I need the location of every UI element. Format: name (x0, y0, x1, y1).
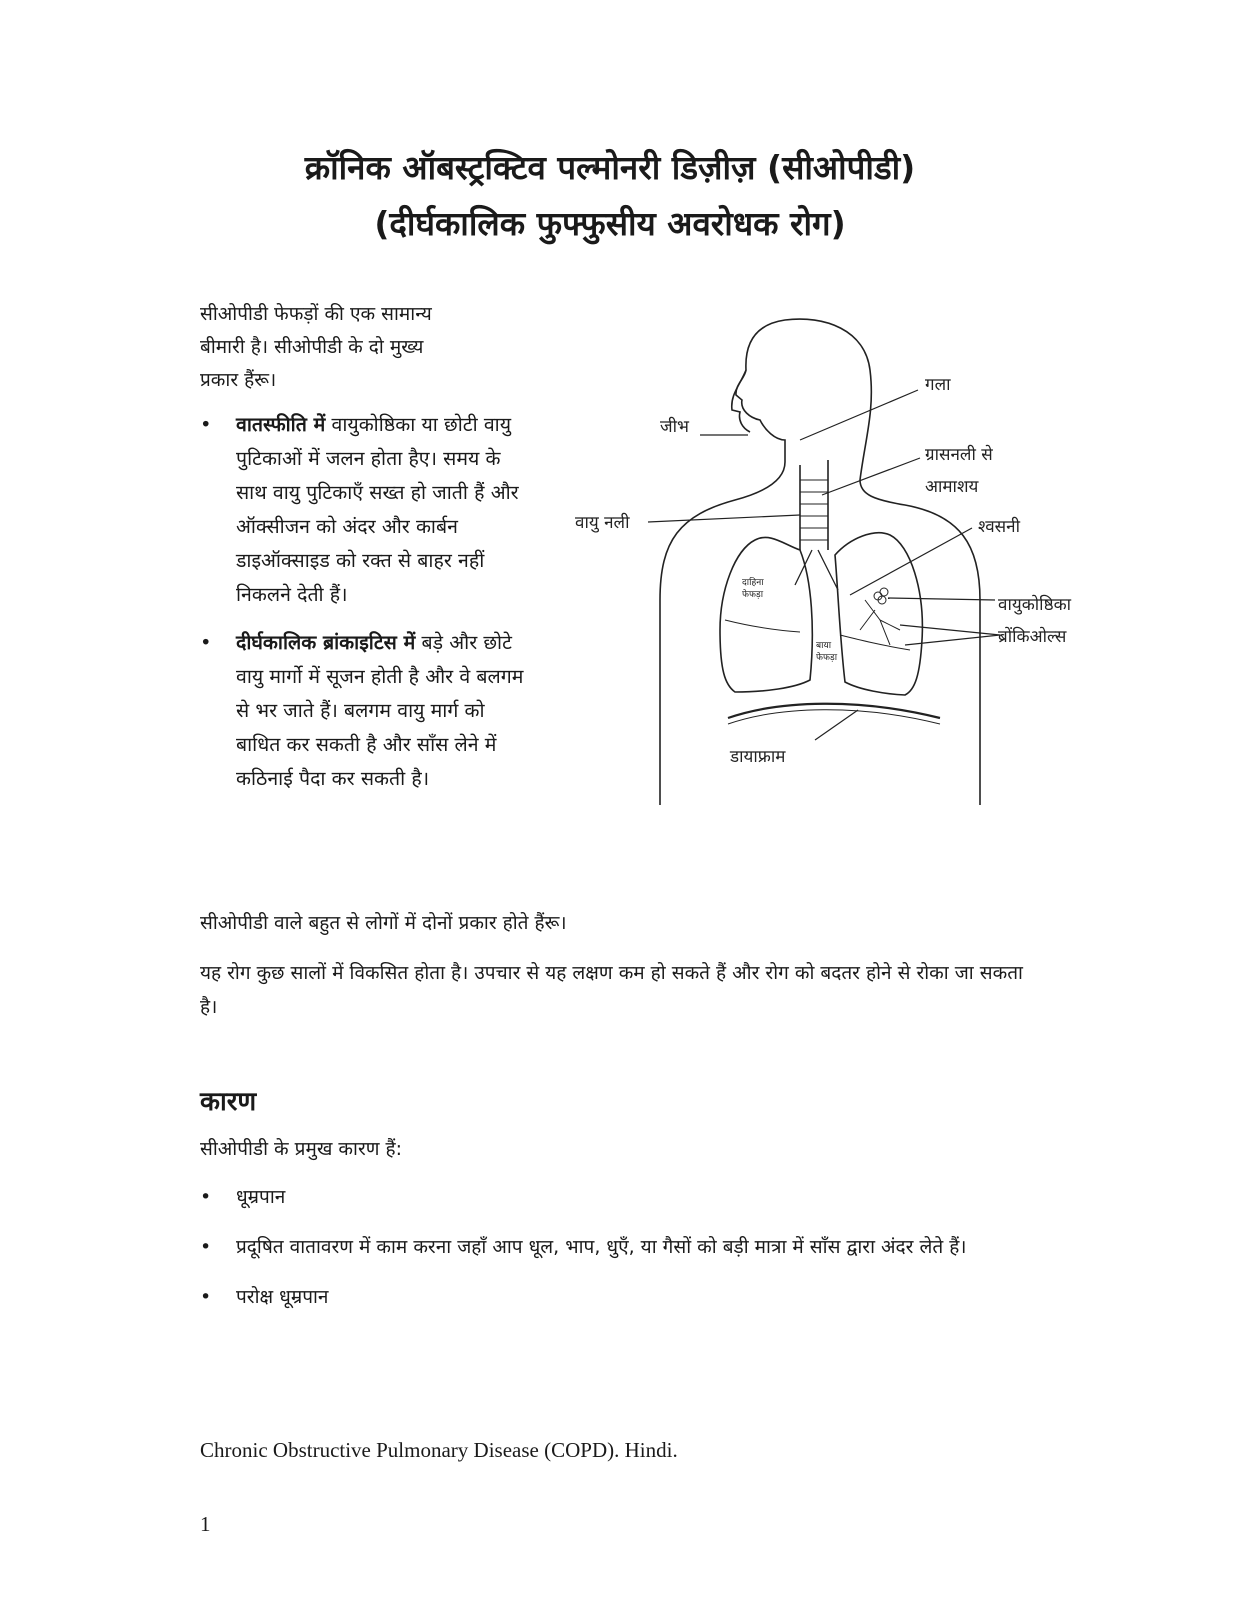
label-alveoli: वायुकोष्ठिका (998, 595, 1072, 615)
label-trachea: वायु नली (575, 513, 630, 533)
bronchitis-term: दीर्घकालिक ब्रांकाइटिस में (236, 631, 416, 654)
causes-list (200, 1180, 1020, 1330)
document-footer: Chronic Obstructive Pulmonary Disease (COPD). Hindi. (200, 1438, 678, 1462)
bullet-icon: • (200, 1186, 212, 1208)
title-line-1: क्रॉनिक ऑबस्ट्रक्टिव पल्मोनरी डिज़ीज़ (सीओपीडी) (304, 148, 916, 187)
label-right-lung-1: दाहिना (742, 578, 764, 588)
causes-heading: कारण (200, 1087, 257, 1117)
bullet-icon: • (200, 413, 212, 436)
emphysema-term: वातस्फीति में (236, 413, 326, 436)
label-diaphragm: डायाफ्राम (730, 747, 786, 767)
intro-paragraph (200, 298, 530, 397)
cause-text: धूम्रपान (236, 1186, 286, 1208)
label-tongue: जीभ (660, 417, 689, 437)
label-esophagus-1: ग्रासनली से (925, 445, 993, 465)
bronchitis-description: बड़े और छोटे वायु मार्गो में सूजन होती है और वे बलगम से भर जाते हैं। बलगम वायु मार्ग को बाधित कर सकती है और साँस लेने में कठिनाई पैदा कर सकती है। (236, 631, 524, 790)
list-item (200, 1280, 1020, 1314)
label-bronchioles: ब्रोंकिओल्स (998, 627, 1067, 647)
label-throat: गला (925, 375, 951, 395)
both-types-paragraph: सीओपीडी वाले बहुत से लोगों में दोनों प्रकार होते हैंरू। (200, 912, 567, 934)
page-number: 1 (200, 1512, 211, 1536)
causes-intro: सीओपीडी के प्रमुख कारण हैं: (200, 1138, 402, 1160)
intro-line-1: सीओपीडी फेफड़ों की एक सामान्य (200, 303, 432, 325)
emphysema-description: वायुकोष्ठिका या छोटी वायु पुटिकाओं में जलन होता हैए। समय के साथ वायु पुटिकाएँ सख्त हो जाती हैं और ऑक्सीजन को अंदर और कार्बन डाइऑक्साइड को रक्त से बाहर नहीं निकलने देती हैं। (236, 413, 519, 606)
label-esophagus-2: आमाशय (925, 477, 979, 497)
label-left-lung-2: फेफड़ा (816, 653, 838, 663)
list-item (200, 408, 530, 612)
label-bronchus: श्वसनी (978, 517, 1021, 537)
title-line-2: (दीर्घकालिक फुफ्फुसीय अवरोधक रोग) (374, 204, 846, 243)
intro-line-3: प्रकार हैंरू। (200, 369, 277, 391)
cause-text: प्रदूषित वातावरण में काम करना जहाँ आप धूल, भाप, धुएँ, या गैसों को बड़ी मात्रा में साँस द्वारा अंदर लेते हैं। (236, 1236, 967, 1258)
list-item (200, 1230, 1020, 1264)
copd-types-list (200, 408, 530, 810)
bullet-icon: • (200, 1286, 212, 1308)
list-item (200, 626, 530, 796)
page-title (200, 140, 1020, 252)
intro-line-2: बीमारी है। सीओपीडी के दो मुख्य (200, 336, 424, 358)
cause-text: परोक्ष धूम्रपान (236, 1286, 329, 1308)
respiratory-system-diagram (560, 300, 1120, 820)
bullet-icon: • (200, 1236, 212, 1258)
left-lung-shape (835, 533, 922, 695)
progression-paragraph: यह रोग कुछ सालों में विकसित होता है। उपचार से यह लक्षण कम हो सकते हैं और रोग को बदतर होने से रोका जा सकता है। (200, 962, 1023, 1018)
bullet-icon: • (200, 631, 212, 654)
list-item (200, 1180, 1020, 1214)
label-left-lung-1: बाया (816, 641, 832, 651)
label-right-lung-2: फेफड़ा (742, 590, 764, 600)
right-lung-shape (720, 537, 812, 692)
